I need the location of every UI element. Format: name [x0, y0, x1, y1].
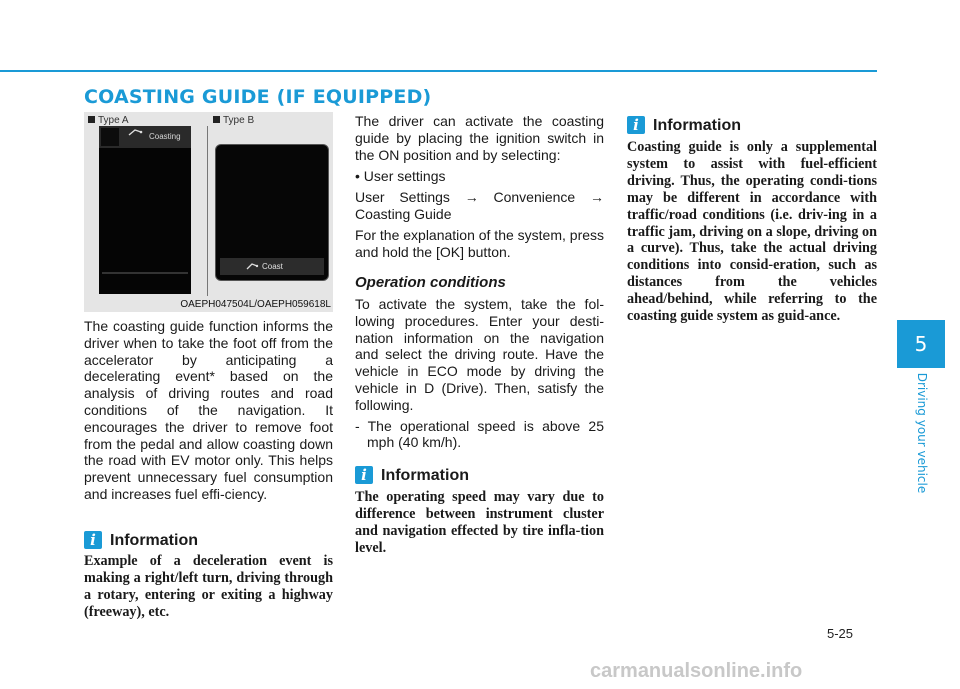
info-icon: i: [84, 531, 102, 549]
chapter-label: Driving your vehicle: [915, 372, 929, 494]
operation-conditions-text: To activate the system, take the fol-lowing procedures. Enter your desti-nation information on the navigation and select the driving route. Have the vehicle in ECO mode by driving the vehicle in D (Drive). Then, satisfy the following. - The operational speed is above 25 mph (40 km/h).: [355, 296, 604, 451]
section-title: COASTING GUIDE (IF EQUIPPED): [84, 86, 432, 108]
info-text-left: Example of a deceleration event is making a right/left turn, driving through a rotary, entering or exiting a highway (freeway), etc.: [84, 553, 333, 620]
intro-paragraph: The coasting guide function informs the driver when to take the foot off from the accelerator by anticipating a decelerating event* based on the analysis of driving routes and road conditions of the navigation. It encourages the driver to remove foot from the pedal and allow coasting down the road with EV motor only. This helps prevent unnecessary fuel consumption and increases fuel effi-ciency.: [84, 318, 333, 502]
coasting-foot-icon: [246, 261, 260, 271]
coast-display-text: Coast: [262, 262, 283, 271]
chapter-tab: 5: [897, 320, 945, 368]
coasting-foot-icon: [127, 128, 145, 136]
operation-conditions-heading: Operation conditions: [355, 274, 506, 291]
page-number: 5-25: [827, 626, 854, 641]
figure-cluster-displays: [84, 112, 333, 312]
header-rule: [0, 70, 877, 72]
speed-condition: - The operational speed is above 25 mph (40 km/h).: [355, 417, 604, 451]
figure-label-type-a: Type A: [88, 115, 129, 126]
info-text-middle: The operating speed may vary due to difference between instrument cluster and navigation effected by tire infla-tion level.: [355, 489, 604, 556]
footer-watermark[interactable]: carmanualsonline.info: [590, 660, 803, 682]
cluster-screen-type-b: [215, 144, 329, 281]
figure-code: OAEPH047504L/OAEPH059618L: [180, 299, 331, 310]
figure-divider: [207, 126, 208, 296]
info-icon: i: [355, 466, 373, 484]
info-text-right: Coasting guide is only a supplemental system to assist with fuel-efficient driving. Thus, the operating condi-tions may be different in accordance with traffic/road conditions (i.e. driv-ing in a traffic jam, driving on a slope, driving on a curve). Thus, take the actual driving conditions into consid-eration, such as distances from the vehicles ahead/behind, while referring to the coasting guide system as guid-ance.: [627, 139, 877, 325]
info-icon: i: [627, 116, 645, 134]
activation-text: The driver can activate the coasting guide by placing the ignition switch in the ON position and by selecting: • User settings User Settings → Convenience → Coasting Guide For the explanation of the system, press and hold the [OK] button.: [355, 113, 605, 260]
figure-label-type-b: Type B: [213, 115, 254, 126]
cluster-screen-type-a: [99, 126, 191, 294]
coasting-display-text: Coasting: [149, 132, 181, 141]
